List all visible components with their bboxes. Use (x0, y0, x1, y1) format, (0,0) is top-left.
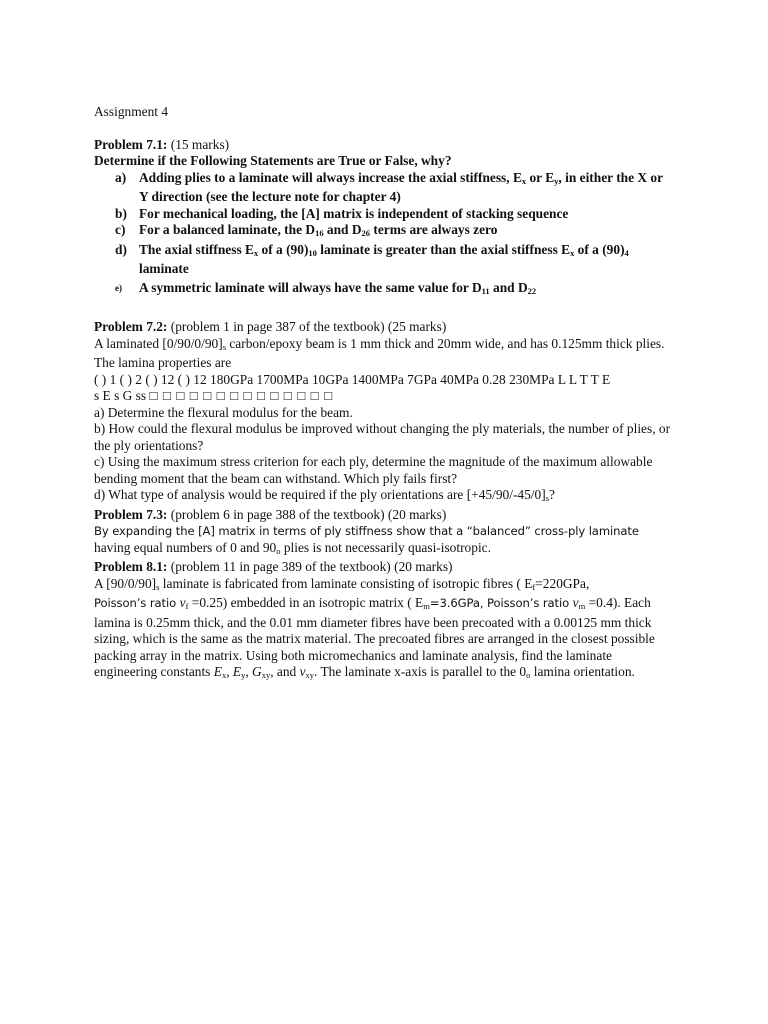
subscript: y (241, 670, 246, 680)
statement-text: For mechanical loading, the [A] matrix is independent of stacking sequence (139, 205, 569, 221)
subscript: s (222, 341, 226, 352)
subscript: s (156, 581, 160, 592)
statement-a (94, 170, 674, 206)
problem-7-2-description (94, 336, 674, 372)
problem-8-1-header (94, 559, 674, 576)
question-d (94, 487, 674, 507)
symbol: ν (299, 664, 306, 679)
text-part: =0.4). (585, 595, 621, 610)
subscript: x (570, 247, 575, 258)
statement-list (94, 170, 674, 300)
subscript: 26 (361, 228, 371, 238)
subscript: 11 (481, 285, 490, 296)
subscript: xy (305, 670, 315, 680)
text-part: Poisson’s ratio (94, 596, 180, 610)
subscript: 16 (315, 228, 324, 238)
subscript: o (526, 670, 531, 680)
text-part: carbon/epoxy beam is 1 mm thick and 20mm wide, and has 0.125mm thick plies. The lamina properties are (94, 335, 665, 370)
spacer (94, 299, 674, 319)
statement-text-part: For a balanced laminate, the D (139, 222, 316, 237)
problem-8-1-heading: Problem 8.1: (94, 559, 168, 574)
subscript: 10 (308, 247, 317, 258)
text-part: =220GPa, (535, 575, 590, 591)
garbled-glyphs: □ □ □ □ □ □ □ □ □ □ □ □ □ □ (149, 388, 334, 403)
problem-7-1-heading: Problem 7.1: (94, 136, 168, 152)
statement-text-part: of a (90) (258, 241, 309, 257)
statement-text (139, 242, 629, 277)
problem-7-1-marks: (15 marks) (167, 136, 230, 152)
statement-label: a) (115, 169, 127, 185)
assignment-title: Assignment 4 (94, 104, 169, 119)
statement-label: e) (115, 282, 122, 293)
statement-text-part: , in either the X or Y direction (see the lecture note for chapter 4) (139, 169, 663, 204)
statement-text-part: laminate is greater than the axial stiffness E (316, 241, 571, 257)
problem-7-2-header (94, 319, 674, 336)
text-part: lamina orientation. (530, 664, 635, 679)
subscript: 4 (624, 247, 629, 258)
text-part: d) What type of analysis would be required if the ply orientations are [+45/90/-45/0] (94, 487, 546, 502)
subscript: x (521, 175, 527, 186)
problem-7-3-header (94, 507, 674, 524)
statement-text-part: laminate (139, 261, 189, 276)
statement-label: b) (115, 205, 127, 221)
problem-7-1-instruction: Determine if the Following Statements are True or False, why? (94, 153, 452, 168)
subscript: x (221, 670, 227, 680)
text-part: . The laminate x-axis is parallel to the 0 (314, 664, 527, 679)
statement-text (139, 170, 663, 205)
problem-7-2-heading: Problem 7.2: (94, 319, 168, 334)
text-part: A laminated [0/90/0/90] (94, 335, 223, 351)
text-part: =3.6GPa, Poisson’s ratio (429, 596, 573, 610)
text-part: plies is not necessarily quasi-isotropic. (280, 539, 491, 555)
problem-7-1-header (94, 137, 674, 154)
text-part: A [90/0/90] (94, 575, 157, 591)
subscript: y (554, 175, 559, 186)
statement-e (94, 280, 674, 300)
problem-7-3-ref: (problem 6 in page 388 of the textbook) (20 marks) (167, 506, 447, 522)
statement-text-part: and D (489, 279, 528, 295)
subscript: s (545, 493, 549, 503)
statement-b (94, 206, 674, 223)
subscript: f (185, 601, 189, 611)
statement-label: d) (115, 241, 127, 257)
problem-7-2-ref: (problem 1 in page 387 of the textbook) (25 marks) (167, 319, 447, 334)
subscript: 22 (527, 285, 537, 296)
problem-7-3-heading: Problem 7.3: (94, 506, 168, 522)
statement-text-part: and D (323, 222, 362, 237)
lamina-properties-cont (94, 388, 674, 405)
statement-text-part: terms are always zero (370, 222, 498, 237)
text-part: having equal numbers of 0 and 90 (94, 539, 277, 555)
text-part: s E s G ss (94, 388, 147, 403)
text-part: , and (270, 664, 300, 679)
statement-text (139, 222, 497, 237)
statement-c (94, 222, 674, 242)
text-part: , (226, 664, 233, 679)
subscript: m (578, 601, 586, 611)
subscript: x (253, 247, 259, 258)
symbol: E (232, 664, 242, 679)
text-part: Each lamina is 0.25mm thick, and the 0.01 mm diameter fibres have been precoated with a 0.00125 mm thick sizing, which is the same as the matrix material. The precoated fibres are arranged in the closest possible packing array in the matrix. Using both micromechanics and laminate analysis, find the laminate engineering constants (94, 595, 655, 679)
text-part: ? (549, 487, 555, 502)
symbol: ν (572, 595, 579, 610)
statement-text-part: The axial stiffness E (139, 241, 254, 257)
problem-7-3-line-2 (94, 540, 674, 560)
text-part: laminate is fabricated from laminate consisting of isotropic fibres ( E (159, 575, 533, 591)
question-b: b) How could the flexural modulus be improved without changing the ply materials, the number of plies, or the ply orientations? (94, 421, 671, 453)
statement-text-part: Adding plies to a laminate will always increase the axial stiffness, E (139, 169, 522, 185)
text-part: , (245, 664, 253, 679)
statement-text-part: A symmetric laminate will always have the same value for D (139, 279, 482, 295)
statement-d (94, 242, 674, 278)
statement-text (139, 280, 536, 295)
subscript: f (532, 581, 536, 592)
problem-7-3-line-1: By expanding the [A] matrix in terms of ply stiffness show that a “balanced” cross-ply laminate (94, 524, 639, 538)
statement-text-part: or E (526, 169, 555, 185)
question-c: c) Using the maximum stress criterion for each ply, determine the magnitude of the maximum allowable bending moment that the beam can withstand. Which ply fails first? (94, 454, 653, 486)
text-part: =0.25) embedded in an isotropic matrix ( E (188, 595, 424, 610)
lamina-properties: ( ) 1 ( ) 2 ( ) 12 ( ) 12 180GPa 1700MPa 10GPa 1400MPa 7GPa 40MPa 0.28 230MPa L L T T E (94, 371, 611, 387)
symbol: G (252, 664, 262, 679)
subscript: xy (261, 670, 271, 680)
subscript: m (423, 601, 430, 611)
statement-text-part: of a (90) (574, 241, 625, 257)
document-page (94, 104, 674, 684)
symbol: E (213, 664, 222, 679)
symbol: ν (179, 595, 186, 610)
statement-label: c) (115, 222, 126, 237)
question-a: a) Determine the flexural modulus for the beam. (94, 404, 353, 420)
subscript: o (276, 545, 281, 556)
problem-8-1-ref: (problem 11 in page 389 of the textbook) (20 marks) (167, 559, 453, 574)
problem-8-1-body (94, 576, 674, 684)
